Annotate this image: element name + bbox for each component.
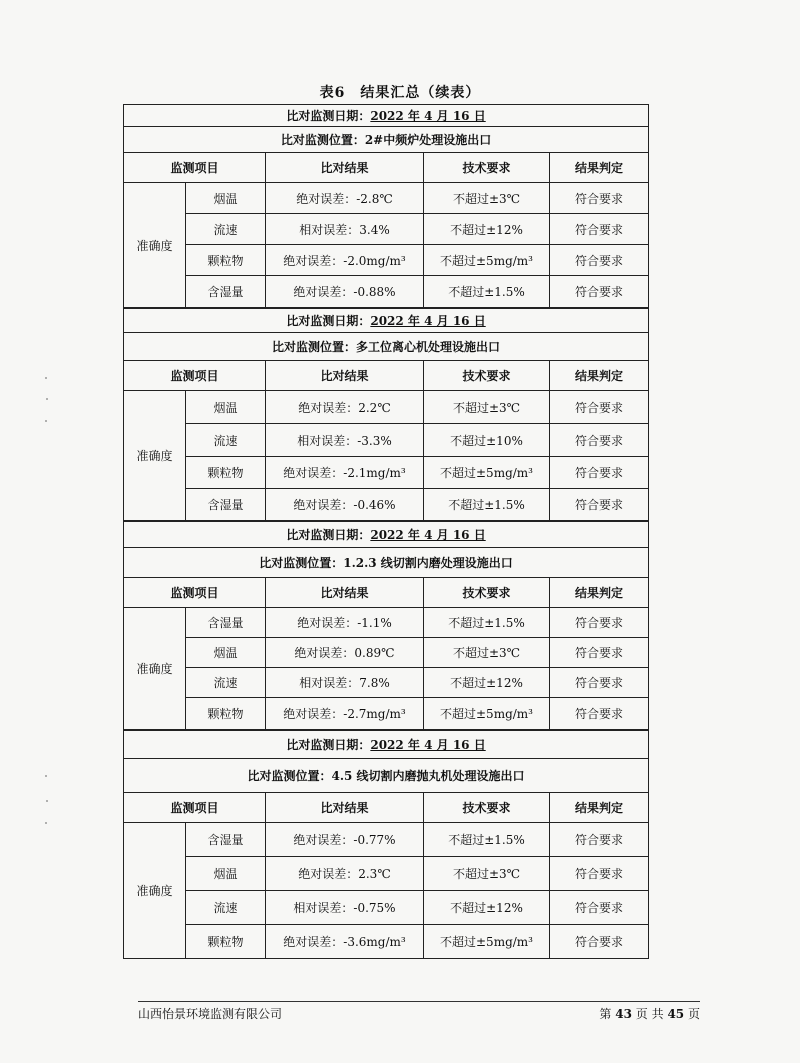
date-label: 比对监测日期： [286, 738, 371, 752]
cell-result: 绝对误差：-0.88% [266, 276, 424, 308]
cell-judgement: 符合要求 [550, 489, 649, 521]
location-row [124, 127, 649, 153]
cell-judgement: 符合要求 [550, 891, 649, 925]
table-row [124, 424, 649, 457]
table-row [124, 608, 649, 638]
column-header-row [124, 793, 649, 823]
cell-requirement: 不超过±12% [424, 891, 550, 925]
cell-judgement: 符合要求 [550, 424, 649, 457]
cell-item: 烟温 [186, 183, 266, 214]
scan-speck [46, 398, 48, 400]
header-judgement: 结果判定 [550, 153, 649, 183]
accuracy-group-label: 准确度 [124, 391, 186, 521]
cell-result: 绝对误差：-0.46% [266, 489, 424, 521]
cell-requirement: 不超过±5mg/m³ [424, 245, 550, 276]
cell-judgement: 符合要求 [550, 857, 649, 891]
cell-result: 绝对误差：0.89℃ [266, 638, 424, 668]
header-requirement: 技术要求 [424, 361, 550, 391]
date-row [124, 522, 649, 548]
date-value: 2022 年 4 月 16 日 [370, 738, 486, 752]
cell-result: 绝对误差：-1.1% [266, 608, 424, 638]
table-row [124, 925, 649, 959]
accuracy-group-label: 准确度 [124, 823, 186, 959]
monitoring-location: 比对监测位置：多工位离心机处理设施出口 [124, 333, 649, 361]
cell-judgement: 符合要求 [550, 245, 649, 276]
cell-judgement: 符合要求 [550, 391, 649, 424]
date-label: 比对监测日期： [286, 109, 371, 123]
accuracy-group-label: 准确度 [124, 608, 186, 730]
scan-speck [45, 377, 47, 379]
cell-requirement: 不超过±5mg/m³ [424, 457, 550, 489]
cell-result: 绝对误差：-2.8℃ [266, 183, 424, 214]
cell-result: 相对误差：-0.75% [266, 891, 424, 925]
cell-item: 颗粒物 [186, 698, 266, 730]
cell-judgement: 符合要求 [550, 276, 649, 308]
cell-requirement: 不超过±1.5% [424, 276, 550, 308]
cell-requirement: 不超过±3℃ [424, 857, 550, 891]
cell-judgement: 符合要求 [550, 823, 649, 857]
cell-item: 含湿量 [186, 608, 266, 638]
cell-requirement: 不超过±12% [424, 668, 550, 698]
column-header-row [124, 153, 649, 183]
cell-requirement: 不超过±5mg/m³ [424, 698, 550, 730]
company-name: 山西怡景环境监测有限公司 [138, 1007, 283, 1021]
cell-item: 颗粒物 [186, 457, 266, 489]
cell-result: 绝对误差：-2.0mg/m³ [266, 245, 424, 276]
monitoring-location: 比对监测位置：4.5 线切割内磨抛丸机处理设施出口 [124, 759, 649, 793]
cell-item: 烟温 [186, 391, 266, 424]
header-monitoring-item: 监测项目 [124, 793, 266, 823]
date-label: 比对监测日期： [286, 314, 371, 328]
date-value: 2022 年 4 月 16 日 [370, 314, 486, 328]
header-result: 比对结果 [266, 793, 424, 823]
header-result: 比对结果 [266, 578, 424, 608]
cell-item: 烟温 [186, 638, 266, 668]
cell-requirement: 不超过±1.5% [424, 608, 550, 638]
date-row [124, 105, 649, 127]
header-result: 比对结果 [266, 153, 424, 183]
scan-speck [45, 775, 47, 777]
table-row [124, 214, 649, 245]
table-row [124, 245, 649, 276]
cell-item: 含湿量 [186, 823, 266, 857]
monitoring-location: 比对监测位置：2#中频炉处理设施出口 [124, 127, 649, 153]
header-result: 比对结果 [266, 361, 424, 391]
cell-result: 绝对误差：-3.6mg/m³ [266, 925, 424, 959]
header-monitoring-item: 监测项目 [124, 578, 266, 608]
total-pages: 45 [667, 1007, 685, 1021]
section-table [123, 308, 649, 521]
cell-requirement: 不超过±5mg/m³ [424, 925, 550, 959]
column-header-row [124, 361, 649, 391]
cell-item: 流速 [186, 668, 266, 698]
cell-result: 绝对误差：-2.7mg/m³ [266, 698, 424, 730]
cell-requirement: 不超过±10% [424, 424, 550, 457]
cell-result: 相对误差：7.8% [266, 668, 424, 698]
cell-result: 绝对误差：2.2℃ [266, 391, 424, 424]
table-row [124, 457, 649, 489]
header-requirement: 技术要求 [424, 153, 550, 183]
cell-result: 绝对误差：2.3℃ [266, 857, 424, 891]
cell-result: 绝对误差：-2.1mg/m³ [266, 457, 424, 489]
date-value: 2022 年 4 月 16 日 [370, 528, 486, 542]
table-row [124, 698, 649, 730]
table-row [124, 489, 649, 521]
cell-judgement: 符合要求 [550, 457, 649, 489]
header-monitoring-item: 监测项目 [124, 361, 266, 391]
date-row [124, 731, 649, 759]
accuracy-group-label: 准确度 [124, 183, 186, 308]
table-row [124, 638, 649, 668]
table-row [124, 668, 649, 698]
table-row [124, 891, 649, 925]
header-judgement: 结果判定 [550, 578, 649, 608]
cell-item: 流速 [186, 424, 266, 457]
cell-requirement: 不超过±3℃ [424, 638, 550, 668]
table-row [124, 857, 649, 891]
table-title: 表6 结果汇总（续表） [319, 85, 481, 101]
cell-requirement: 不超过±1.5% [424, 489, 550, 521]
cell-item: 含湿量 [186, 489, 266, 521]
cell-judgement: 符合要求 [550, 608, 649, 638]
page-number: 第 43 页 共 45 页 [599, 1007, 700, 1021]
cell-item: 流速 [186, 214, 266, 245]
header-monitoring-item: 监测项目 [124, 153, 266, 183]
scan-speck [46, 800, 48, 802]
cell-item: 颗粒物 [186, 245, 266, 276]
date-label: 比对监测日期： [286, 528, 371, 542]
date-value: 2022 年 4 月 16 日 [370, 109, 486, 123]
location-row [124, 548, 649, 578]
cell-item: 流速 [186, 891, 266, 925]
section-table [123, 104, 649, 308]
scan-speck [45, 822, 47, 824]
section-table [123, 521, 649, 730]
cell-requirement: 不超过±3℃ [424, 183, 550, 214]
cell-judgement: 符合要求 [550, 698, 649, 730]
cell-item: 颗粒物 [186, 925, 266, 959]
cell-judgement: 符合要求 [550, 183, 649, 214]
location-row [124, 333, 649, 361]
date-row [124, 309, 649, 333]
results-summary-table [123, 104, 648, 959]
cell-result: 绝对误差：-0.77% [266, 823, 424, 857]
table-row [124, 391, 649, 424]
header-requirement: 技术要求 [424, 793, 550, 823]
cell-result: 相对误差：-3.3% [266, 424, 424, 457]
table-row [124, 276, 649, 308]
monitoring-date [124, 731, 649, 759]
monitoring-date [124, 105, 649, 127]
cell-item: 烟温 [186, 857, 266, 891]
cell-judgement: 符合要求 [550, 214, 649, 245]
header-judgement: 结果判定 [550, 793, 649, 823]
current-page: 43 [615, 1007, 632, 1021]
cell-item: 含湿量 [186, 276, 266, 308]
table-row [124, 823, 649, 857]
cell-requirement: 不超过±1.5% [424, 823, 550, 857]
page-footer [138, 1001, 700, 1022]
cell-judgement: 符合要求 [550, 668, 649, 698]
cell-judgement: 符合要求 [550, 638, 649, 668]
location-row [124, 759, 649, 793]
monitoring-date [124, 309, 649, 333]
monitoring-location: 比对监测位置：1.2.3 线切割内磨处理设施出口 [124, 548, 649, 578]
section-table [123, 730, 649, 959]
column-header-row [124, 578, 649, 608]
cell-judgement: 符合要求 [550, 925, 649, 959]
cell-requirement: 不超过±3℃ [424, 391, 550, 424]
header-requirement: 技术要求 [424, 578, 550, 608]
scan-speck [45, 420, 47, 422]
cell-requirement: 不超过±12% [424, 214, 550, 245]
monitoring-date [124, 522, 649, 548]
header-judgement: 结果判定 [550, 361, 649, 391]
cell-result: 相对误差：3.4% [266, 214, 424, 245]
table-row [124, 183, 649, 214]
